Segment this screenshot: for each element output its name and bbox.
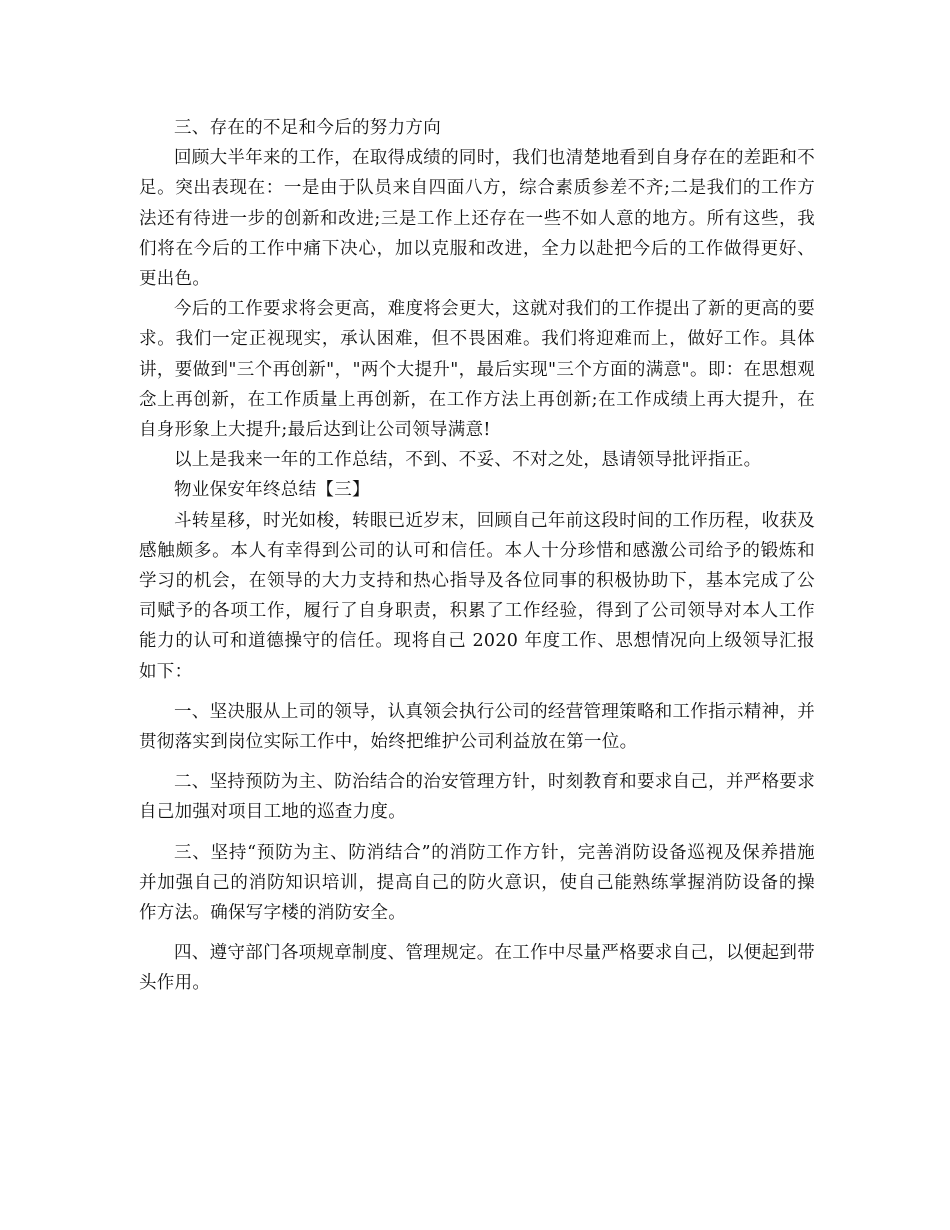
paragraph-intro: 斗转星移，时光如梭，转眼已近岁末，回顾自己年前这段时间的工作历程，收获及感触颇多。本人有幸得到公司的认可和信任。本人十分珍惜和感激公司给予的锻炼和学习的机会，在领导的大力支持和热心指导及各位同事的积极协助下，基本完成了公司赋予的各项工作，履行了自身职责，积累了工作经验，得到了公司领导对本人工作能力的认可和道德操守的信任。现将自己 2020 年度工作、思想情况向上级领导汇报如下： <box>139 510 815 682</box>
spacer <box>139 928 815 938</box>
paragraph-point-4: 四、遵守部门各项规章制度、管理规定。在工作中尽量严格要求自己，以便起到带头作用。 <box>139 943 815 994</box>
spacer <box>139 687 815 697</box>
section-heading-3: 三、存在的不足和今后的努力方向 <box>174 118 441 138</box>
paragraph-point-2: 二、坚持预防为主、防治结合的治安管理方针，时刻教育和要求自己，并严格要求自己加强对项目工地的巡查力度。 <box>139 772 815 823</box>
article-title-3: 物业保安年终总结【三】 <box>174 480 370 501</box>
paragraph-shortcomings: 回顾大半年来的工作，在取得成绩的同时，我们也清楚地看到自身存在的差距和不足。突出表现在：一是由于队员来自四面八方，综合素质参差不齐;二是我们的工作方法还有待进一步的创新和改进;三是工作上还存在一些不如人意的地方。所有这些，我们将在今后的工作中痛下决心，加以克服和改进，全力以赴把今后的工作做得更好、更出色。 <box>139 148 815 290</box>
paragraph-future-requirements: 今后的工作要求将会更高，难度将会更大，这就对我们的工作提出了新的更高的要求。我们一定正视现实，承认困难，但不畏困难。我们将迎难而上，做好工作。具体讲，要做到"三个再创新"，"两个大提升"，最后实现"三个方面的满意"。即：在思想观念上再创新，在工作质量上再创新，在工作方法上再创新;在工作成绩上再大提升，在自身形象上大提升;最后达到让公司领导满意! <box>139 299 815 441</box>
document-body <box>139 113 815 999</box>
paragraph-point-3: 三、坚持“预防为主、防消结合”的消防工作方针，完善消防设备巡视及保养措施并加强自己的消防知识培训，提高自己的防火意识，使自己能熟练掌握消防设备的操作方法。确保写字楼的消防安全。 <box>139 842 815 924</box>
paragraph-closing: 以上是我来一年的工作总结，不到、不妥、不对之处，恳请领导批评指正。 <box>174 450 762 471</box>
spacer <box>139 757 815 767</box>
paragraph-point-1: 一、坚决服从上司的领导，认真领会执行公司的经营管理策略和工作指示精神，并贯彻落实到岗位实际工作中，始终把维护公司利益放在第一位。 <box>139 701 815 753</box>
spacer <box>139 828 815 838</box>
